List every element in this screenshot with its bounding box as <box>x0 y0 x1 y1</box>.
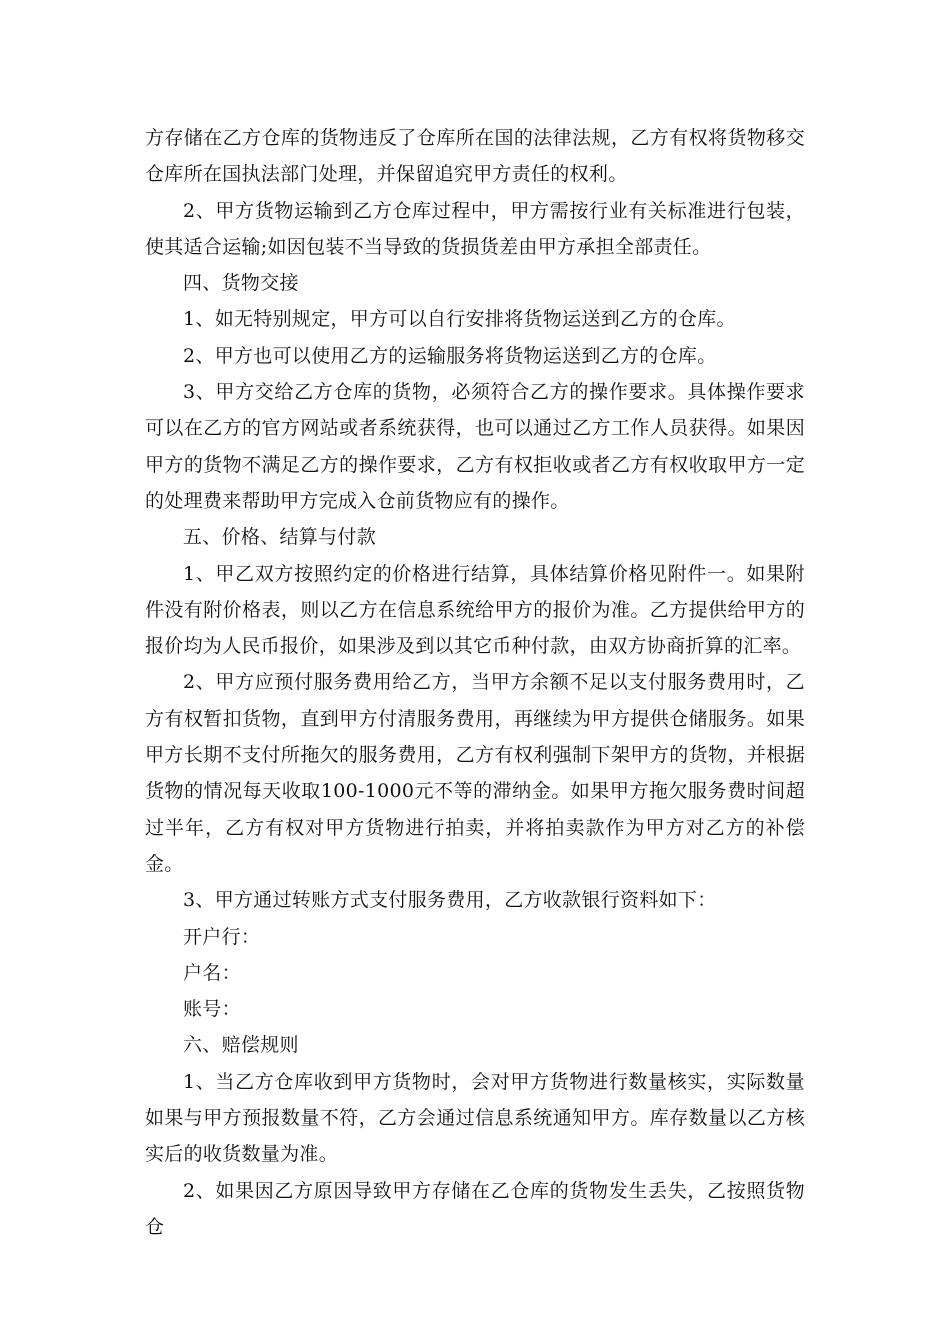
paragraph-pricing-1: 1、甲乙双方按照约定的价格进行结算，具体结算价格见附件一。如果附件没有附价格表，则以乙方在信息系统给甲方的报价为准。乙方提供给甲方的报价均为人民币报价，如果涉及到以其它币种付款，由双方协商折算的汇率。 <box>145 562 805 658</box>
paragraph-compensation-1: 1、当乙方仓库收到甲方货物时，会对甲方货物进行数量核实，实际数量如果与甲方预报数量不符，乙方会通过信息系统通知甲方。库存数量以乙方核实后的收货数量为准。 <box>145 1070 805 1166</box>
bank-name-label: 开户行： <box>183 925 261 948</box>
paragraph-handover-1: 1、如无特别规定，甲方可以自行安排将货物运送到乙方的仓库。 <box>183 308 736 331</box>
paragraph-handover-2: 2、甲方也可以使用乙方的运输服务将货物运送到乙方的仓库。 <box>183 344 717 367</box>
document-body <box>145 120 805 1245</box>
paragraph-handover-3: 3、甲方交给乙方仓库的货物，必须符合乙方的操作要求。具体操作要求可以在乙方的官方网站或者系统获得，也可以通过乙方工作人员获得。如果因甲方的货物不满足乙方的操作要求，乙方有权拒收或者乙方有权收取甲方一定的处理费来帮助甲方完成入仓前货物应有的操作。 <box>145 381 805 512</box>
section-heading-compensation: 六、赔偿规则 <box>183 1034 299 1057</box>
account-name-label: 户名： <box>183 961 241 984</box>
paragraph-compensation-2: 2、如果因乙方原因导致甲方存储在乙仓库的货物发生丢失，乙按照货物仓 <box>145 1179 805 1238</box>
section-heading-pricing: 五、价格、结算与付款 <box>183 526 377 549</box>
account-number-label: 账号： <box>183 998 241 1021</box>
paragraph-continuation: 方存储在乙方仓库的货物违反了仓库所在国的法律法规，乙方有权将货物移交仓库所在国执法部门处理，并保留追究甲方责任的权利。 <box>145 127 805 186</box>
section-heading-goods-handover: 四、货物交接 <box>183 272 299 295</box>
paragraph-pricing-2: 2、甲方应预付服务费用给乙方，当甲方余额不足以支付服务费用时，乙方有权暂扣货物，直到甲方付清服务费用，再继续为甲方提供仓储服务。如果甲方长期不支付所拖欠的服务费用，乙方有权利强制下架甲方的货物，并根据货物的情况每天收取100-1000元不等的滞纳金。如果甲方拖欠服务费时间超过半年，乙方有权对甲方货物进行拍卖，并将拍卖款作为甲方对乙方的补偿金。 <box>145 671 805 875</box>
paragraph-pricing-3: 3、甲方通过转账方式支付服务费用，乙方收款银行资料如下： <box>183 889 717 912</box>
paragraph-packaging-clause: 2、甲方货物运输到乙方仓库过程中，甲方需按行业有关标准进行包装，使其适合运输;如因包装不当导致的货损货差由甲方承担全部责任。 <box>145 199 805 258</box>
